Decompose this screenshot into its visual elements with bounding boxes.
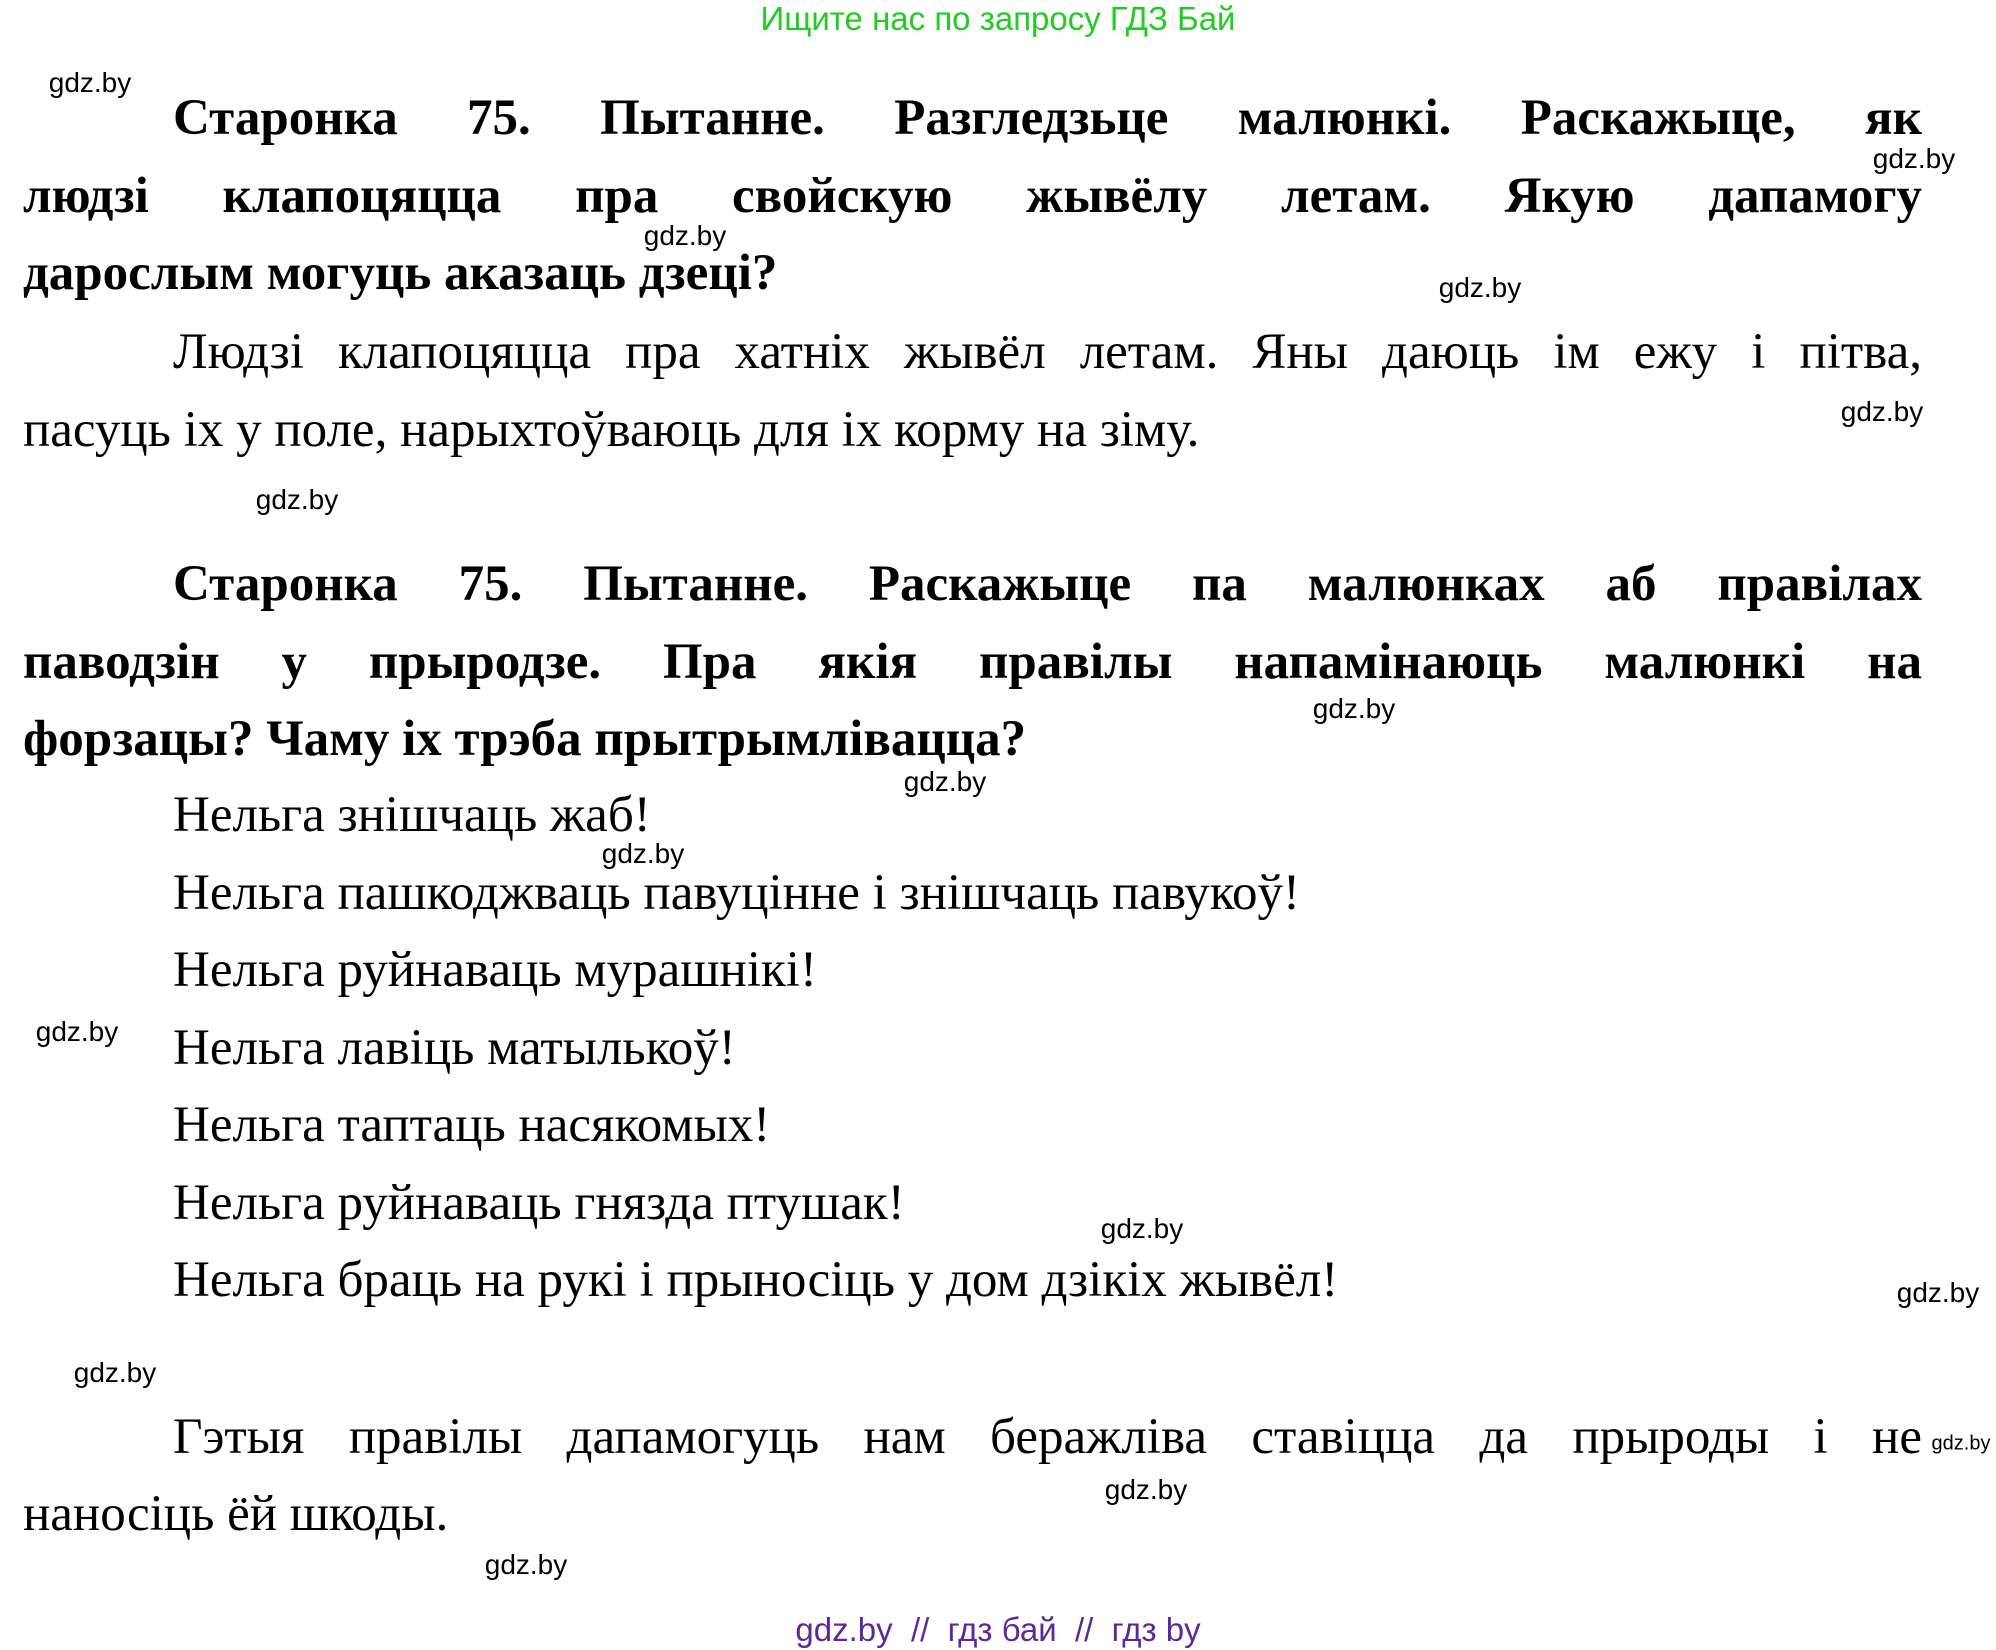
header-banner[interactable]: Ищите нас по запросу ГДЗ Бай	[760, 0, 1236, 37]
question-1-line-3: дарослым могуць аказаць дзеці?	[23, 245, 778, 301]
watermark: gdz.by	[255, 484, 339, 515]
watermark: gdz.by	[643, 220, 727, 251]
watermark: gdz.by	[1100, 1213, 1184, 1244]
conclusion-line-1: Гэтыя правілы дапамогуць нам беражліва ставіцца да прыроды і не	[173, 1409, 1922, 1465]
question-2-line-2: паводзін у прыродзе. Пра якія правілы напамінаюць малюнкі на	[23, 634, 1922, 690]
question-2-line-1: Старонка 75. Пытанне. Раскажыце па малюнках аб правілах	[173, 556, 1922, 612]
answer-1-line-1: Людзі клапоцяцца пра хатніх жывёл летам. Яны даюць ім ежу і пітва,	[173, 324, 1922, 380]
question-2-line-3: форзацы? Чаму іх трэба прытрымлівацца?	[23, 711, 1027, 767]
watermark: gdz.by	[1104, 1474, 1188, 1505]
watermark: gdz.by	[35, 1016, 119, 1047]
conclusion-line-2: наносіць ёй шкоды.	[23, 1486, 449, 1542]
watermark: gdz.by	[1438, 272, 1522, 303]
rule-item: Нельга лавіць матылькоў!	[173, 1020, 736, 1076]
rule-item: Нельга руйнаваць гнязда птушак!	[173, 1175, 905, 1231]
question-1-line-1: Старонка 75. Пытанне. Разгледзьце малюнкі. Раскажыце, як	[173, 90, 1922, 146]
watermark: gdz.by	[1872, 143, 1956, 174]
watermark: gdz.by	[903, 766, 987, 797]
watermark: gdz.by	[1931, 1432, 1991, 1455]
answer-1-line-2: пасуць іх у поле, нарыхтоўваюць для іх корму на зіму.	[23, 402, 1200, 458]
rule-item: Нельга браць на рукі і прыносіць у дом дзікіх жывёл!	[173, 1252, 1339, 1308]
footer-banner[interactable]: gdz.by // гдз бай // гдз by	[795, 1611, 1201, 1648]
watermark: gdz.by	[1840, 396, 1924, 427]
rule-item: Нельга знішчаць жаб!	[173, 787, 651, 843]
watermark: gdz.by	[48, 67, 132, 98]
watermark: gdz.by	[73, 1357, 157, 1388]
watermark: gdz.by	[1896, 1277, 1980, 1308]
watermark: gdz.by	[601, 838, 685, 869]
rule-item: Нельга пашкоджваць павуцінне і знішчаць павукоў!	[173, 865, 1300, 921]
watermark: gdz.by	[484, 1549, 568, 1580]
watermark: gdz.by	[1312, 693, 1396, 724]
rule-item: Нельга руйнаваць мурашнікі!	[173, 942, 817, 998]
rule-item: Нельга таптаць насякомых!	[173, 1097, 771, 1153]
question-1-line-2: людзі клапоцяцца пра свойскую жывёлу летам. Якую дапамогу	[23, 168, 1922, 224]
